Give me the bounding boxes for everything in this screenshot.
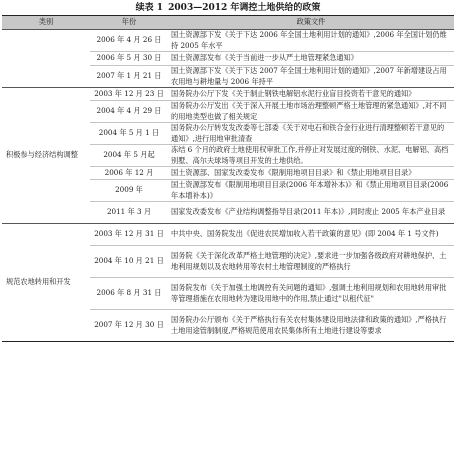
policy-table [2,15,454,342]
year-cell: 2004 年 4 月 29 日 [90,101,168,123]
year-cell: 2007 年 1 月 21 日 [90,66,168,88]
table-caption [0,2,456,14]
header-year: 年份 [90,16,168,30]
year-cell: 2006 年 12 月 [90,167,168,180]
table-row [2,30,454,52]
category-cell [2,30,90,88]
year-cell: 2004 年 5 月起 [90,145,168,167]
category-cell: 规范农地转用和开发 [2,224,90,342]
policy-cell: 国务院办公厅下发《关于制止钢铁电解铝水泥行业盲目投资若干意见的通知》 [168,88,454,101]
table-header-row [2,16,454,30]
category-cell: 积极参与经济结构调整 [2,88,90,224]
table-row [2,224,454,246]
policy-cell: 国土资源部下发《关于下达 2006 年全国土地利用计划的通知》,2006 年全国计划仍维持 2005 年水平 [168,30,454,52]
policy-cell: 国土资源部发布《限制用地项目目录(2006 年本增补本)》和《禁止用地项目目录(2006 年本增补本)》 [168,180,454,202]
policy-cell: 国土资源部发布《关于当前进一步从严土地管理紧急通知》 [168,52,454,66]
year-cell: 2006 年 8 月 31 日 [90,278,168,310]
policy-cell: 国务院办公厅颁布《关于严格执行有关农村集体建设用地法律和政策的通知》,严格执行土地用途管制制度,严格规范使用农民集体所有土地进行建设等要求 [168,310,454,342]
year-cell: 2003 年 12 月 23 日 [90,88,168,101]
policy-cell: 国务院办公厅发出《关于深入开展土地市场治理整顿严格土地管理的紧急通知》,对不同的用地类型也做了相关规定 [168,101,454,123]
policy-cell: 国务院《关于深化改革严格土地管理的决定》,要求进一步加强各级政府对耕地保护、土地利用规划以及农地转用等农村土地管理制度的严格执行 [168,246,454,278]
year-cell: 2007 年 12 月 30 日 [90,310,168,342]
policy-cell: 冻结 6 个月的政府土地使用权审批工作,并停止对发展过度的钢铁、水泥、电解铝、高档别墅、高尔夫球场等项目开发的土地供给。 [168,145,454,167]
year-cell: 2004 年 10 月 21 日 [90,246,168,278]
header-category: 类别 [2,16,90,30]
table-caption-title: 2003—2012 年调控土地供给的政策 [168,3,321,13]
policy-cell: 国土资源部下发《关于下达 2007 年全国土地利用计划的通知》,2007 年新增建设占用农用地与耕地量与 2006 年持平 [168,66,454,88]
table-caption-label: 续表 1 [135,3,164,13]
table-row [2,88,454,101]
header-policy: 政策文件 [168,16,454,30]
year-cell: 2004 年 5 月 1 日 [90,123,168,145]
year-cell: 2011 年 3 月 [90,202,168,224]
year-cell: 2006 年 5 月 30 日 [90,52,168,66]
policy-cell: 国家发改委发布《产业结构调整指导目录(2011 年本)》,同时废止 2005 年本产业目录 [168,202,454,224]
policy-cell: 国务院发布《关于加强土地调控有关问题的通知》,强调土地利用规划和农用地转用审批等管理措施在农用地转为建设用地中的作用,禁止通过"以租代征" [168,278,454,310]
policy-cell: 国土资源部、国家发改委发布《限制用地项目目录》和《禁止用地项目目录》 [168,167,454,180]
year-cell: 2006 年 4 月 26 日 [90,30,168,52]
year-cell: 2003 年 12 月 31 日 [90,224,168,246]
policy-cell: 国务院办公厅转发发改委等七部委《关于对电石和铁合金行业进行清理整顿若干意见的通知》,进行用地审批清查 [168,123,454,145]
year-cell: 2009 年 [90,180,168,202]
policy-cell: 中共中央、国务院发出《促进农民增加收入若干政策的意见》(即 2004 年 1 号文件) [168,224,454,246]
